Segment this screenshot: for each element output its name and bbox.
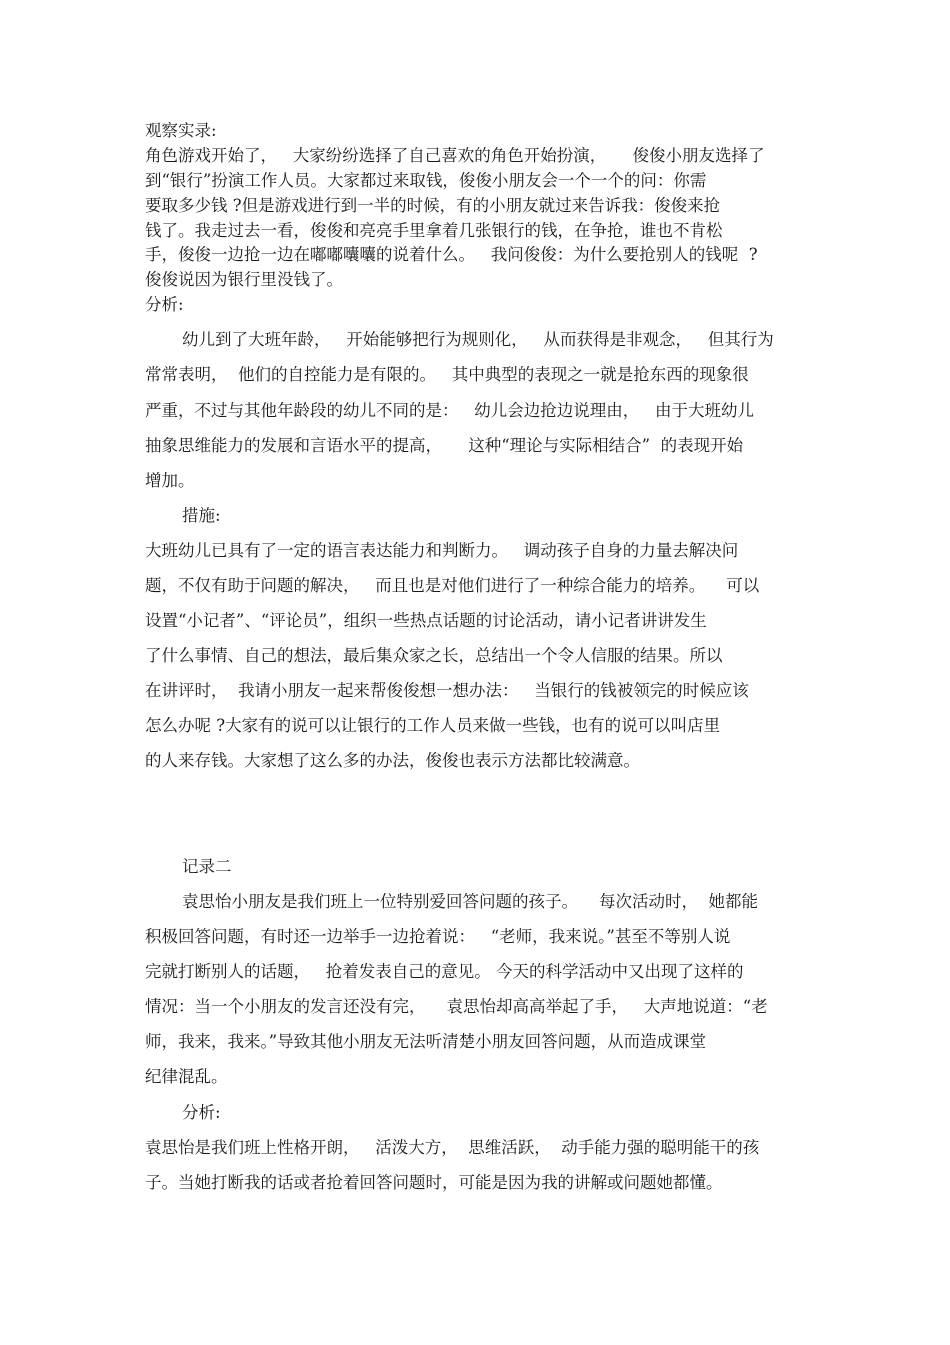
record-line: 积极回答问题，有时还一边举手一边抢着说： “老师，我来说。”甚至不等别人说 — [145, 927, 731, 946]
record-line: 俊俊说因为银行里没钱了。 — [145, 270, 343, 289]
observation-heading: 观察实录: — [145, 121, 217, 140]
record-line: 角色游戏开始了， 大家纷纷选择了自己喜欢的角色开始扮演， 俊俊小朋友选择了 — [145, 146, 765, 165]
analysis-line: 常常表明， 他们的自控能力是有限的。 其中典型的表现之一就是抢东西的现象很 — [145, 365, 749, 384]
measures-line: 大班幼儿已具有了一定的语言表达能力和判断力。 调动孩子自身的力量去解决问 — [145, 541, 739, 560]
measures-heading: 措施: — [182, 506, 221, 525]
measures-line: 的人来存钱。大家想了这么多的办法，俊俊也表示方法都比较满意。 — [145, 751, 640, 770]
record-two-heading: 记录二 — [182, 857, 232, 876]
record-line: 钱了。我走过去一看，俊俊和亮亮手里拿着几张银行的钱，在争抢，谁也不肯松 — [145, 221, 723, 240]
analysis-line: 抽象思维能力的发展和言语水平的提高， 这种“理论与实际相结合” 的表现开始 — [145, 436, 744, 455]
record-line: 袁思怡小朋友是我们班上一位特别爱回答问题的孩子。 每次活动时， 她都能 — [182, 892, 758, 911]
measures-line: 怎么办呢 ?大家有的说可以让银行的工作人员来做一些钱，也有的说可以叫店里 — [145, 716, 721, 735]
record-line: 情况：当一个小朋友的发言还没有完， 袁思怡却高高举起了手， 大声地说道：“老 — [145, 997, 768, 1016]
record-line: 要取多少钱 ?但是游戏进行到一半的时候，有的小朋友就过来告诉我：俊俊来抢 — [145, 196, 721, 215]
record-line: 到“银行”扮演工作人员。大家都过来取钱，俊俊小朋友会一个一个的问：你需 — [145, 171, 707, 190]
analysis-heading: 分析: — [145, 295, 184, 314]
analysis-heading: 分析: — [182, 1103, 221, 1122]
analysis-line: 严重，不过与其他年龄段的幼儿不同的是： 幼儿会边抢边说理由， 由于大班幼儿 — [145, 401, 754, 420]
record-line: 师，我来，我来。”导致其他小朋友无法听清楚小朋友回答问题，从而造成课堂 — [145, 1032, 707, 1051]
record-line: 纪律混乱。 — [145, 1067, 228, 1086]
measures-line: 在讲评时， 我请小朋友一起来帮俊俊想一想办法： 当银行的钱被领完的时候应该 — [145, 681, 749, 700]
record-line: 完就打断别人的话题， 抢着发表自己的意见。 今天的科学活动中又出现了这样的 — [145, 962, 744, 981]
analysis-line: 袁思怡是我们班上性格开朗， 活泼大方， 思维活跃， 动手能力强的聪明能干的孩 — [145, 1138, 760, 1157]
analysis-line: 增加。 — [145, 471, 195, 490]
measures-line: 了什么事情、自己的想法，最后集众家之长，总结出一个令人信服的结果。所以 — [145, 646, 723, 665]
measures-line: 设置“小记者”、“评论员”，组织一些热点话题的讨论活动，请小记者讲讲发生 — [145, 611, 707, 630]
analysis-line: 子。当她打断我的话或者抢着回答问题时，可能是因为我的讲解或问题她都懂。 — [145, 1173, 723, 1192]
analysis-line: 幼儿到了大班年龄， 开始能够把行为规则化， 从而获得是非观念， 但其行为 — [182, 330, 774, 349]
measures-line: 题，不仅有助于问题的解决， 而且也是对他们进行了一种综合能力的培养。 可以 — [145, 576, 760, 595]
record-line: 手，俊俊一边抢一边在嘟嘟囔囔的说着什么。 我问俊俊：为什么要抢别人的钱呢 ? — [145, 245, 758, 264]
